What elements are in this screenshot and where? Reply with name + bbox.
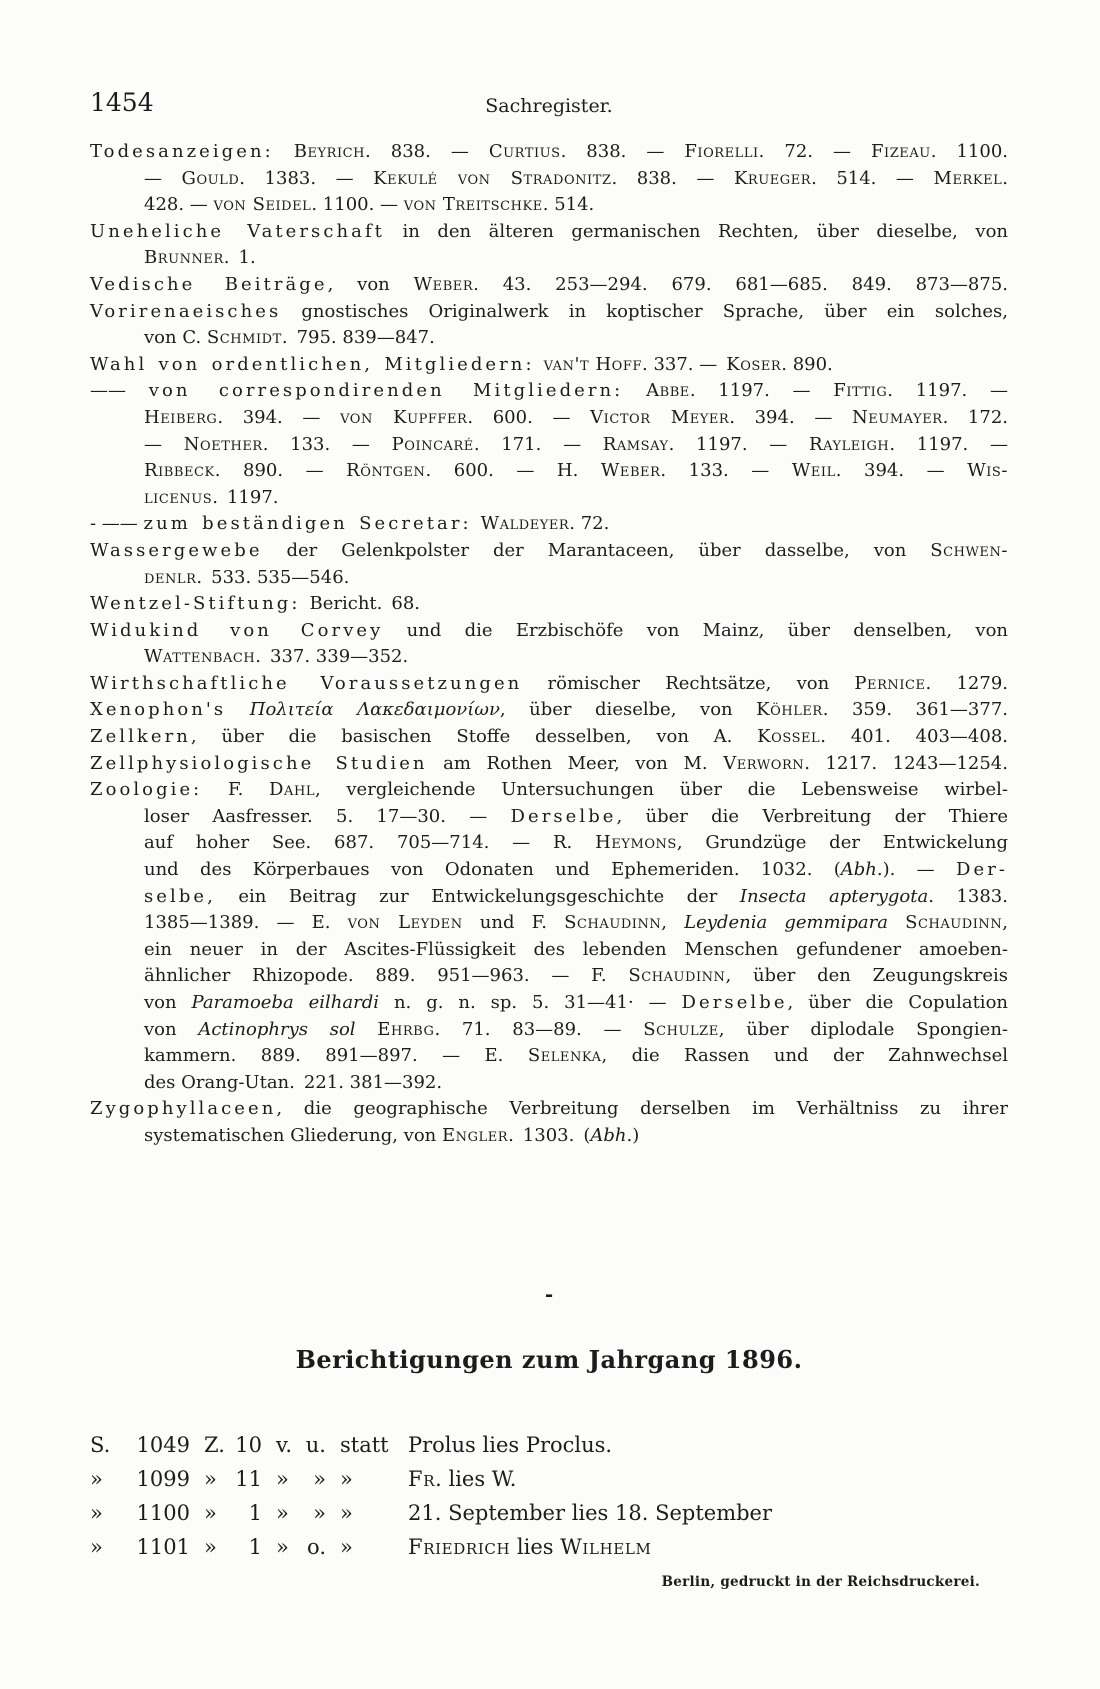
correction-row [90,1462,1008,1496]
small-caps-name: Wilhelm [560,1535,652,1559]
small-caps-name: Fittig [833,380,888,402]
text-run: . 1197. — [668,433,810,455]
text-run: . 1383. — [239,167,374,189]
text-run: , über die basischen Stoffe desselben, von A. [190,726,758,748]
small-caps-name: Schaudinn [564,912,662,934]
small-caps-name: Weber [413,273,474,295]
italic-term: Actinophrys sol [198,1018,356,1040]
spaced-lead-term: Derselbe [681,992,788,1013]
text-run: . 401. 403—408. [820,726,1008,748]
small-caps-name: Neumayer [852,406,943,428]
index-line [90,937,1008,964]
text-run: . 1303. ( [508,1124,591,1146]
text-run [472,513,481,534]
text-run: . 172. [942,406,1009,428]
small-caps-name: Poincaré [391,433,474,455]
index-entry [90,591,1008,618]
text-run: . 71. 83—89. — [434,1018,644,1040]
small-caps-name: Fr [408,1467,436,1491]
text-run: , Grundzüge der Entwickelung [676,832,1008,854]
spaced-lead-term: Uneheliche Vaterschaft [90,220,385,242]
italic-term: Abh [590,1124,627,1146]
text-run: . 337. — [642,353,727,375]
index-entry [90,538,1008,591]
index-line [90,697,1008,724]
index-entry [90,378,1008,511]
index-entry [90,352,1008,379]
text-run: Prolus lies Proclus. [408,1433,613,1457]
text-run: , über dieselbe, von [499,699,757,721]
correction-page: » 1100 [90,1501,190,1525]
small-caps-name: Schaudinn [628,965,726,987]
text-run: kammern. 889. 891—897. — E. [144,1045,528,1067]
italic-term: Πολιτεία Λακεδαιμονίων [249,699,500,721]
text-run: 1385—1389. — E. [144,912,348,934]
small-caps-name: Abbe [646,380,690,402]
spaced-lead-term: Vorirenaeisches [90,300,282,322]
text-run: . 1. [223,247,256,269]
small-caps-name: Gould [181,167,240,189]
small-caps-name: Heymons [595,832,677,854]
italic-term: Paramoeba eilhardi [191,992,380,1013]
text-run: und F. [462,912,565,934]
index-line [90,139,1008,166]
text-run: . 394. — [835,460,968,482]
text-run: . 133. — [262,433,392,455]
spaced-lead-term: Vedische Beiträge [90,273,328,295]
text-run: ähnlicher Rhizopode. 889. 951—963. — F. [144,965,629,987]
small-caps-name: Rayleigh [809,433,890,455]
text-run: , über diplodale Spongien- [718,1018,1009,1040]
text-run: . 1279. [925,672,1008,694]
small-caps-name: Pernice [854,672,926,694]
correction-direction: v. u. [276,1433,326,1457]
text-run: . 1197. — [887,380,1008,402]
text-run: , über die Verbreitung der Thiere [616,805,1008,827]
index-line [90,724,1008,751]
index-entry [90,139,1008,219]
spaced-lead-term: Zellphysiologische Studien [90,752,428,774]
correction-text [408,1496,1008,1530]
text-run: . 838. — [611,167,734,189]
small-caps-name: von Seidel [213,194,312,216]
small-caps-name: Köhler [756,699,823,721]
small-caps-name: Friedrich [408,1535,511,1559]
text-run: - —— [90,513,144,535]
index-line [90,963,1008,990]
correction-line: » 1 [204,1535,262,1559]
correction-statt: » [340,1501,353,1525]
index-entry [90,511,1008,538]
index-line [90,485,1008,512]
correction-direction: » o. [276,1535,326,1559]
text-run: . 1197. — [689,380,834,402]
index-entry [90,751,1008,778]
small-caps-name: Schmidt [206,327,282,349]
spaced-lead-term: Derselbe [510,805,617,827]
text-run: , über den Zeugungskreis [725,965,1009,987]
text-run: . 600. — [467,406,591,428]
small-caps-name: Kossel [757,726,821,748]
correction-text [408,1530,1008,1564]
index-line [90,299,1008,326]
index-line [90,352,1008,379]
italic-term: Insecta apterygota [739,885,929,907]
index-line [90,1043,1008,1070]
small-caps-name: Ramsay [602,433,669,455]
index-line [90,272,1008,299]
index-line [90,325,1008,352]
text-run: und des Körperbaues von Odonaten und Ephemeriden. 1032. ( [144,859,841,881]
small-caps-name: Schaudinn [905,912,1003,934]
text-run: . 1100. [930,141,1008,162]
correction-statt: statt [340,1433,389,1457]
text-run: , [661,912,685,934]
index-entry [90,671,1008,698]
small-caps-name: von Kupffer [340,406,468,428]
index-entry [90,272,1008,299]
correction-direction: » » [276,1501,326,1525]
small-caps-name: Ribbeck [144,460,215,482]
text-run: gnostisches Originalwerk in koptischer Sprache, über ein solches, [281,300,1008,322]
small-caps-name: Selenka [527,1045,602,1067]
text-run: . 1100. — [311,194,404,216]
corrections-list [90,1428,1008,1564]
index-line [90,830,1008,857]
text-run: ein neuer in der Ascites-Flüssigkeit des lebenden Menschen gefundener amoeben- [144,938,1008,960]
spaced-lead-term: Zellkern [90,726,191,748]
italic-term: Abh [840,859,877,881]
text-run: . [1002,167,1009,189]
small-caps-name: denlr [144,566,197,588]
correction-statt: » [340,1535,353,1559]
small-caps-name: van't Hoff [543,353,642,375]
text-run [623,380,646,401]
text-run: von [144,1018,199,1040]
small-caps-name: Röntgen [346,460,426,482]
spaced-lead-term: von correspondirenden Mitgliedern: [148,380,624,402]
text-run [274,141,294,162]
index-line [90,618,1008,645]
index-line [90,432,1008,459]
correction-text [408,1462,1008,1496]
corrections-heading: Berichtigungen zum Jahrgang 1896. [295,1345,803,1374]
text-run: . 72. [569,513,610,535]
index-line [90,192,1008,219]
small-caps-name: von Leyden [347,912,463,934]
text-run [535,354,544,375]
text-run: , die geographische Verbreitung derselben im Verhältniss zu ihrer [276,1098,1008,1120]
text-run: . 514. — [811,167,934,189]
text-run: Bericht. 68. [300,593,420,615]
italic-term: Leydenia gemmipara [684,912,888,934]
index-line [90,1070,1008,1097]
text-run: , die Rassen und der Zahnwechsel [601,1045,1008,1067]
text-run: loser Aasfresser. 5. 17—30. — [144,805,511,827]
index-entry [90,697,1008,724]
text-run: . 1383. [928,885,1008,907]
index-line [90,591,1008,618]
text-run: . 394. — [729,406,852,428]
index-entry [90,219,1008,272]
text-run: — [144,167,182,189]
text-run: .). — [876,859,956,881]
text-run: . 1197. — [889,433,1008,455]
text-run: 21. September lies 18. September [408,1501,773,1525]
index-line [90,1096,1008,1123]
small-caps-name: Ehrbg [377,1018,435,1040]
text-run: von [144,992,192,1013]
text-run: . 514. [542,194,595,216]
text-run: . 1197. [212,486,279,508]
index-line [90,990,1008,1017]
text-run: 428. — [144,194,214,216]
small-caps-name: Fiorelli [684,141,759,162]
correction-page: » 1099 [90,1467,190,1491]
correction-direction: » » [276,1467,326,1491]
text-run: .) [626,1124,640,1146]
correction-line: Z. 10 [204,1433,262,1457]
index-line [90,804,1008,831]
index-entry [90,618,1008,671]
text-run: , vergleichende Untersuchungen über die Lebensweise wirbel- [315,779,1008,801]
text-run: der Gelenkpolster der Marantaceen, über dasselbe, von [262,539,931,561]
text-run [356,1019,378,1040]
small-caps-name: Verworn [723,752,805,774]
index-entry [90,724,1008,751]
spaced-lead-term: selbe, [144,885,216,907]
text-run: . 337. 339—352. [255,646,409,668]
index-line [90,166,1008,193]
text-run: . lies W. [435,1467,517,1491]
small-caps-name: Engler [442,1124,509,1146]
text-run: ein Beitrag zur Entwickelungsgeschichte der [215,885,740,907]
index-line [90,1017,1008,1044]
text-run: . 394. — [217,406,341,428]
text-run: . 133. — [660,460,792,482]
correction-line: » 11 [204,1467,262,1491]
text-run: . 43. 253—294. 679. 681—685. 849. 873—875. [473,273,1009,295]
text-run: am Rothen Meer, von M. [427,752,724,774]
text-run: römischer Rechtsätze, von [522,672,855,694]
text-run: . 890. — [214,460,347,482]
small-caps-name: Dahl [269,779,315,801]
index-line [90,219,1008,246]
spaced-lead-term: Wassergewebe [90,539,263,561]
text-run: F. [202,779,270,801]
index-line [90,857,1008,884]
page-number: 1454 [90,88,154,117]
small-caps-name: Noether [183,433,263,455]
small-caps-name: Koser [726,353,782,375]
page-header [90,88,1008,122]
small-caps-name: Heiberg [144,406,218,428]
small-caps-name: Krueger [733,167,812,189]
small-caps-name: Wattenbach [144,646,256,668]
text-run: n. g. n. sp. 5. 31—41· — [379,992,682,1013]
small-caps-name: Kekulé von Stradonitz [373,167,612,189]
text-run: . 1217. 1243—1254. [804,752,1008,774]
text-run: , [1002,912,1008,934]
text-run: . 600. — H. [425,460,601,482]
small-caps-name: Wis- [967,460,1008,482]
text-run: . 890. [781,353,833,375]
text-run: und die Erzbischöfe von Mainz, über denselben, von [383,619,1008,641]
correction-page: » 1101 [90,1535,190,1559]
spaced-lead-term: Zygophyllaceen [90,1098,277,1120]
small-caps-name: Waldeyer [480,513,570,535]
text-run: in den älteren germanischen Rechten, über dieselbe, von [384,220,1008,242]
text-run: . 838. — [365,141,489,162]
index-line [90,245,1008,272]
small-caps-name: Schwen- [930,539,1008,561]
subject-index [90,139,1008,1150]
spaced-lead-term: Zoologie: [90,779,203,801]
correction-page: S. 1049 [90,1433,190,1457]
index-line [90,644,1008,671]
index-line [90,378,1008,405]
text-run: . 72. — [758,141,872,162]
text-run: , von [327,273,414,295]
text-run: —— [90,380,149,402]
small-caps-name: Fizeau [871,141,931,162]
index-line [90,910,1008,937]
index-line [90,538,1008,565]
small-caps-name: Beyrich [293,141,366,162]
index-line [90,405,1008,432]
text-run: auf hoher See. 687. 705—714. — R. [144,832,596,854]
index-entry [90,777,1008,1096]
text-run: . 359. 361—377. [822,699,1008,721]
text-run: des Orang-Utan. 221. 381—392. [144,1071,443,1093]
correction-statt: » [340,1467,353,1491]
printer-imprint: Berlin, gedruckt in der Reichsdruckerei. [661,1574,980,1590]
index-line [90,511,1008,538]
text-run: . 795. 839—847. [281,327,435,349]
text-run: systematischen Gliederung, von [144,1124,442,1146]
small-caps-name: Brunner [144,247,224,269]
running-title: Sachregister. [485,95,613,117]
small-caps-name: Merkel [933,167,1003,189]
small-caps-name: Weber [600,460,661,482]
section-divider: - [544,1282,554,1306]
index-line [90,777,1008,804]
spaced-lead-term: Widukind von Corvey [90,619,384,641]
index-entry [90,299,1008,352]
correction-row [90,1530,1008,1564]
index-line [90,671,1008,698]
text-run: . 171. — [473,433,603,455]
correction-text [408,1428,1008,1462]
text-run [888,912,905,933]
spaced-lead-term: Todesanzeigen: [90,141,274,162]
spaced-lead-term: Wahl von ordentlichen, Mitgliedern: [90,353,535,375]
small-caps-name: licenus [144,486,213,508]
text-run: . 838. — [560,141,685,162]
index-line [90,458,1008,485]
correction-row [90,1496,1008,1530]
small-caps-name: Victor Meyer [590,406,730,428]
text-run: , über die Copulation [787,992,1008,1013]
text-run: lies [510,1535,561,1559]
index-line [90,565,1008,592]
small-caps-name: von Treitschke [403,194,543,216]
index-entry [90,1096,1008,1149]
text-run: — [144,433,184,455]
text-run: . 533. 535—546. [196,566,350,588]
text-run: von C. [144,327,207,349]
spaced-lead-term: Der- [955,859,1008,881]
small-caps-name: Curtius [488,141,561,162]
small-caps-name: Weil [791,460,836,482]
index-line [90,884,1008,911]
small-caps-name: Schulze [643,1018,719,1040]
spaced-lead-term: Wentzel-Stiftung: [90,593,301,615]
text-run [226,699,250,720]
correction-row [90,1428,1008,1462]
correction-line: » 1 [204,1501,262,1525]
spaced-lead-term: Xenophon's [90,699,227,721]
spaced-lead-term: Wirthschaftliche Voraussetzungen [90,672,523,694]
spaced-lead-term: zum beständigen Secretar: [143,513,472,535]
index-line [90,751,1008,778]
index-line [90,1123,1008,1150]
